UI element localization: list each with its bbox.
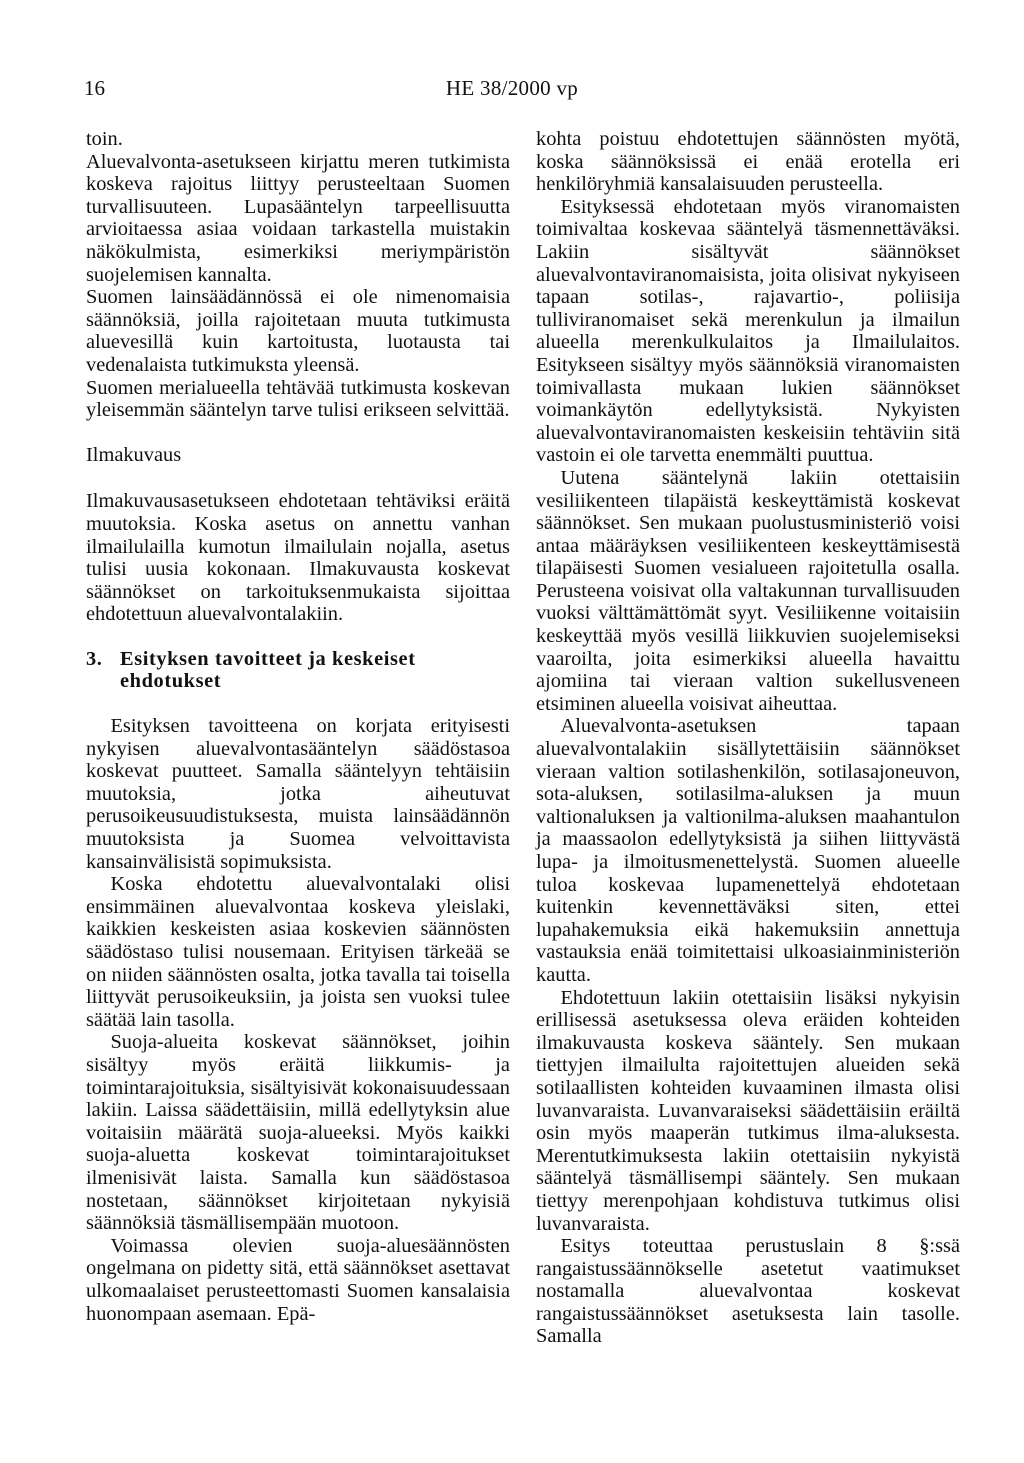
paragraph: Koska ehdotettu aluevalvontalaki olisi ensimmäinen aluevalvontaa koskeva yleislaki, kaikkien keskeisten asiaa koskevien säännösten säädöstaso tulisi nousemaan. Erityisen tärkeää se on niiden säännösten osalta, jotka tavalla tai toisella liittyvät perusoikeuksiin, ja joista sen vuoksi tulee säätää lain tasolla. — [86, 873, 510, 1031]
paragraph: Esityksessä ehdotetaan myös viranomaisten toimivaltaa koskevaa sääntelyä täsmennettäväksi. Lakiin sisältyvät säännökset aluevalvontaviranomaisista, joita olisivat nykyiseen tapaan sotilas-, rajavartio-, poliisija tulliviranomaiset sekä merenkulun ja ilmailun alueella merenkulkulaitos ja Ilmailulaitos. Esitykseen sisältyy myös säännöksiä viranomaisten toimivallasta mukaan lukien säännökset voimankäytön edellytyksistä. Nykyisten aluevalvontaviranomaisten keskeisiin tehtäviin sitä vastoin ei ole tarvetta enemmälti puuttua. — [536, 195, 960, 467]
paragraph: Aluevalvonta-asetuksen tapaan aluevalvontalakiin sisällytettäisiin säännökset vieraan valtion sotilashenkilön, sotilasajoneuvon, sota-aluksen, sotilasilma-aluksen ja muun valtionaluksen ja valtionilma-aluksen maahantulon ja maassaolon edellytyksistä ja siihen liittyvästä lupa- ja ilmoitusmenettelystä. Suomen alueelle tuloa koskevaa lupamenettelyä ehdotetaan kuitenkin kevennettäväksi siten, ettei lupahakemuksia eikä hakemuksiin annettuja vastauksia enää toimitettaisi ulkoasiainministeriön kautta. — [536, 715, 960, 986]
subheading: Ilmakuvaus — [86, 443, 182, 466]
left-column — [86, 128, 510, 1325]
section-number: 3. — [86, 647, 103, 670]
paragraph: Esitys toteuttaa perustuslain 8 §:ssä rangaistussäännökselle asetetut vaatimukset nostamalla aluevalvontaa koskevat rangaistussäännökset asetuksesta lain tasolle. Samalla — [536, 1235, 960, 1348]
paragraph: Voimassa olevien suoja-aluesäännösten ongelmana on pidetty sitä, että säännökset asettavat ulkomaalaiset perusteettomasti Suomen kansalaisia huonompaan asemaan. Epä- — [86, 1234, 510, 1325]
section-title: Esityksen tavoitteet ja keskeiset ehdotukset — [120, 647, 416, 693]
right-column — [536, 128, 960, 1348]
paragraph: Ilmakuvausasetukseen ehdotetaan tehtäviksi eräitä muutoksia. Koska asetus on annettu vanhan ilmailulailla kumotun ilmailulain nojalla, asetus tulisi uusia kokonaan. Ilmakuvausta koskevat säännökset on tarkoituksenmukaista sijoittaa ehdotettuun aluevalvontalakiin. — [86, 490, 510, 626]
paragraph: kohta poistuu ehdotettujen säännösten myötä, koska säännöksissä ei enää erotella eri henkilöryhmiä kansalaisuuden perusteella. — [536, 128, 960, 196]
paragraph: Suoja-alueita koskevat säännökset, joihin sisältyy myös eräitä liikkumis- ja toimintarajoituksia, sisältyisivät kokonaisuudessaan lakiin. Laissa säädettäisiin, millä edellytyksin alue voitaisiin määrätä suoja-alueeksi. Myös kaikki suoja-aluetta koskevat toimintarajoitukset ilmenisivät laista. Samalla kun säädöstasoa nostetaan, säännökset kirjoitetaan nykyisiä säännöksiä täsmällisempään muotoon. — [86, 1031, 510, 1235]
paragraph: Aluevalvonta-asetukseen kirjattu meren tutkimista koskeva rajoitus liittyy perusteeltaan Suomen turvallisuuteen. Lupasääntelyn tarpeellisuutta arvioitaessa asiaa voidaan tarkastella muistakin näkökulmista, esimerkiksi meriympäristön suojelemisen kannalta. — [86, 150, 510, 286]
paragraph: Ehdotettuun lakiin otettaisiin lisäksi nykyisin erillisessä asetuksessa oleva eräiden kohteiden ilmakuvausta koskeva sääntely. Sen mukaan tiettyjen ilmailulta rajoitettujen alueiden sekä sotilaallisten kohteiden kuvaaminen ilmasta olisi luvanvaraista. Luvanvaraiseksi säädettäisiin eräiltä osin myös maaperän tutkimus ilma-aluksesta. Merentutkimuksesta lakiin otettaisiin nykyistä sääntelyä täsmällisempi sääntely. Sen mukaan tiettyy merenpohjaan kohdistuva tutkimus olisi luvanvaraista. — [536, 986, 960, 1235]
running-header: HE 38/2000 vp — [445, 76, 579, 100]
section-heading — [86, 648, 510, 693]
paragraph: Suomen merialueella tehtävää tutkimusta koskevan yleisemmän sääntelyn tarve tulisi erikseen selvittää. — [86, 376, 510, 422]
page-number: 16 — [84, 76, 105, 100]
paragraph: Esityksen tavoitteena on korjata erityisesti nykyisen aluevalvontasääntelyn säädöstasoa koskevat puutteet. Samalla sääntelyyn tehtäisiin muutoksia, jotka aiheutuvat perusoikeusuudistuksesta, muista lainsäädännön muutoksista ja Suomea velvoittavista kansainvälisistä sopimuksista. — [86, 715, 510, 873]
paragraph: Uutena sääntelynä lakiin otettaisiin vesiliikenteen tilapäistä keskeyttämistä koskevat säännökset. Sen mukaan puolustusministeriö voisi antaa määräyksen vesiliikenteen keskeyttämisestä tilapäisesti Suomen vesialueen rajoitetulla osalla. Perusteena voisivat olla valtakunnan turvallisuuden vuoksi välttämättömät syyt. Vesiliikenne voitaisiin keskeyttää myös vesillä liikkuvien suojelemiseksi vaaroilta, joita esimerkiksi alueella havaittu ajomiina tai vieraan valtion sukellusveneen etsiminen alueella voisivat aiheuttaa. — [536, 466, 960, 715]
paragraph: toin. — [86, 128, 123, 150]
paragraph: Suomen lainsäädännössä ei ole nimenomaisia säännöksiä, joilla rajoitetaan muuta tutkimusta aluevesillä kuin kartoitusta, luotausta tai vedenalaista tutkimuksta yleensä. — [86, 286, 510, 376]
